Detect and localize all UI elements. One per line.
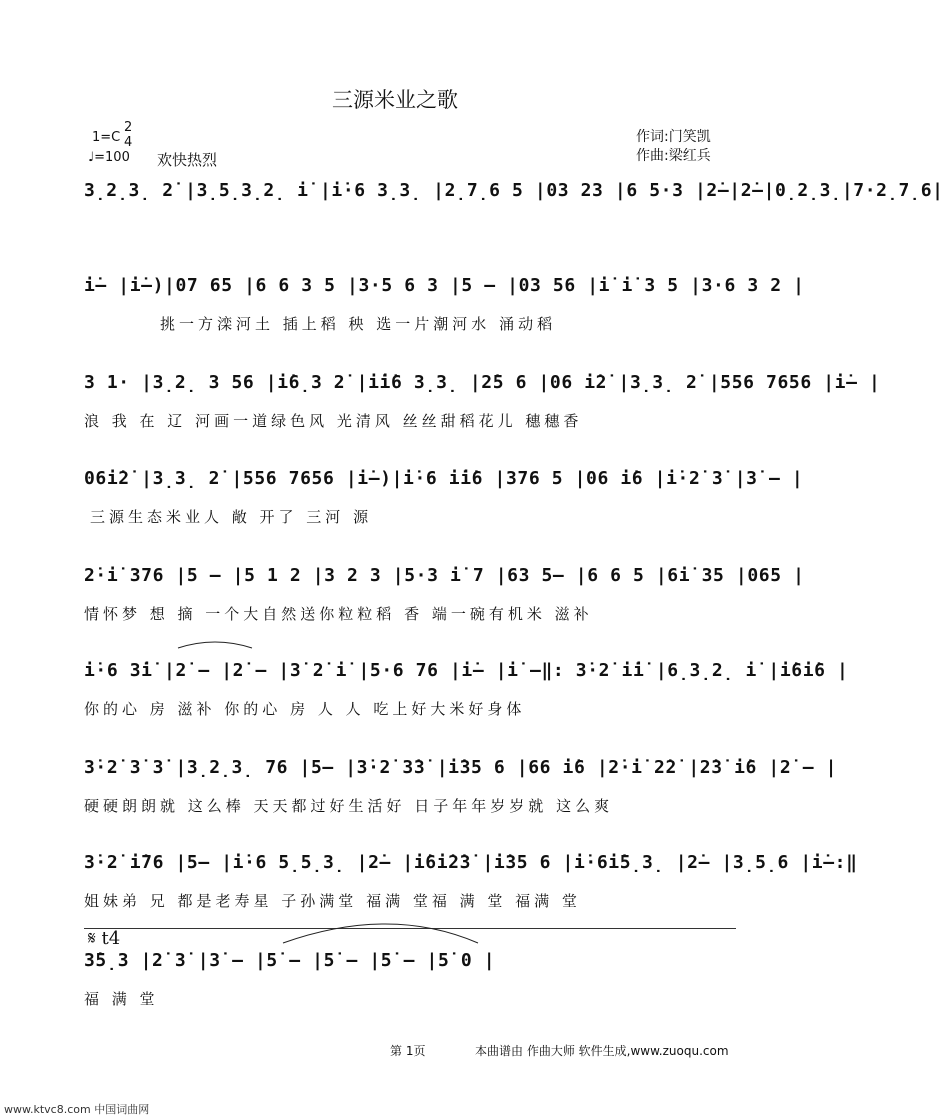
notation-line: 2̇·i̇ 376 |5 – |5 1 2 |3 2 3 |5·3 i̇ 7 |63 5– |6 6 5 |6i̇ 35 |065 | xyxy=(84,565,805,586)
notation-line: 3̣2̣3̣ 2̇ |3̣5̣3̣2̣ i̇ |i̇·6 3̣3̣ |2̣7̣6 5 |03 23 |6 5·3 |2̇–|2̇–|0̣2̣3̣|7·2̣7̣6| xyxy=(84,180,944,201)
lyrics-line: 姐妹弟 兄 都是老寿星 子孙满堂 福满 堂福 满 堂 福满 堂 xyxy=(84,892,581,910)
notation-line: 3̇5̣3 |2̇ 3̇ |3̇ – |5̇ – |5̇ – |5̇ – |5̇ 0 | xyxy=(84,950,496,971)
lyrics-line: 情怀梦 想 摘 一个大自然送你粒粒稻 香 端一碗有机米 滋补 xyxy=(84,605,593,623)
notation-line: i̇·6 3̇i̇ |2̇ – |2̇ – |3̇ 2̇ i̇ |5·6 76 |i̇– |i̇ –‖: 3̇·2̇ i̇i̇ |6̣3̣2̣ i̇ |i̇6i̇6 | xyxy=(84,660,849,681)
notation-line: 06i̇2̇ |3̣3̣ 2̇ |556 7656 |i̇–)|i̇·6 i̇i̇6 |376 5 |06 i̇6 |i̇·2̇ 3̇ |3̇ – | xyxy=(84,468,804,489)
notation-line: 3̇·2̇ i̇76 |5– |i̇·6 5̣5̣3̣ |2̇– |i̇6i̇2̇3̇ |i̇35 6 |i̇·6i̇5̣3̣ |2̇– |3̣5̣6 |i̇–:‖ xyxy=(84,852,858,873)
time-sig-top: 2 xyxy=(124,120,133,135)
lyricist-credit: 作词:门笑凯 xyxy=(636,129,711,145)
notation-line: 3̇·2̇ 3̇ 3̇ |3̣2̣3̣ 76 |5– |3̇·2̇ 3̇3̇ |i̇35 6 |66 i̇6 |2̇·i̇ 2̇2̇ |2̇3̇ i̇6 |2̇ – | xyxy=(84,757,838,778)
lyrics-line: 浪 我 在 辽 河画一道绿色风 光清风 丝丝甜稻花儿 穗穗香 xyxy=(84,412,583,430)
segno-sign: 𝄋 t4 xyxy=(88,928,121,949)
slur-arc xyxy=(283,924,478,943)
site-watermark: www.ktvc8.com 中国词曲网 xyxy=(4,1103,150,1116)
lyrics-line: 硬硬朗朗就 这么棒 天天都过好生活好 日子年年岁岁就 这么爽 xyxy=(84,797,614,815)
notation-line: i̇– |i̇–)|07 65 |6 6 3 5 |3·5 6 3 |5 – |03 56 |i̇ i̇ 3 5 |3·6 3 2 | xyxy=(84,275,805,296)
expression-marking: 欢快热烈 xyxy=(157,151,218,169)
generator-credit: 本曲谱由 作曲大师 软件生成,www.zuoqu.com xyxy=(475,1044,729,1058)
time-sig-bottom: 4 xyxy=(124,135,133,150)
lyrics-line: 三源生态米业人 敞 开了 三河 源 xyxy=(90,508,373,526)
notation-line: 3 1· |3̣2̣ 3 56 |i̇6̣3 2̇ |i̇i̇6 3̣3̣ |2̇5 6 |06 i̇2̇ |3̣3̣ 2̇ |556 7656 |i̇– | xyxy=(84,372,881,393)
lyrics-line: 挑一方滦河土 插上稻 秧 选一片潮河水 涌动稻 xyxy=(160,315,557,333)
lyrics-line: 福 满 堂 xyxy=(84,990,159,1008)
slur-arc xyxy=(178,642,252,648)
tempo-marking: ♩=100 xyxy=(88,150,130,165)
song-title: 三源米业之歌 xyxy=(332,88,458,112)
lyrics-line: 你的心 房 滋补 你的心 房 人 人 吃上好大米好身体 xyxy=(84,700,526,718)
page-number: 第 1页 xyxy=(390,1044,426,1058)
key-signature: 1=C xyxy=(92,130,121,145)
composer-credit: 作曲:梁红兵 xyxy=(636,148,711,164)
